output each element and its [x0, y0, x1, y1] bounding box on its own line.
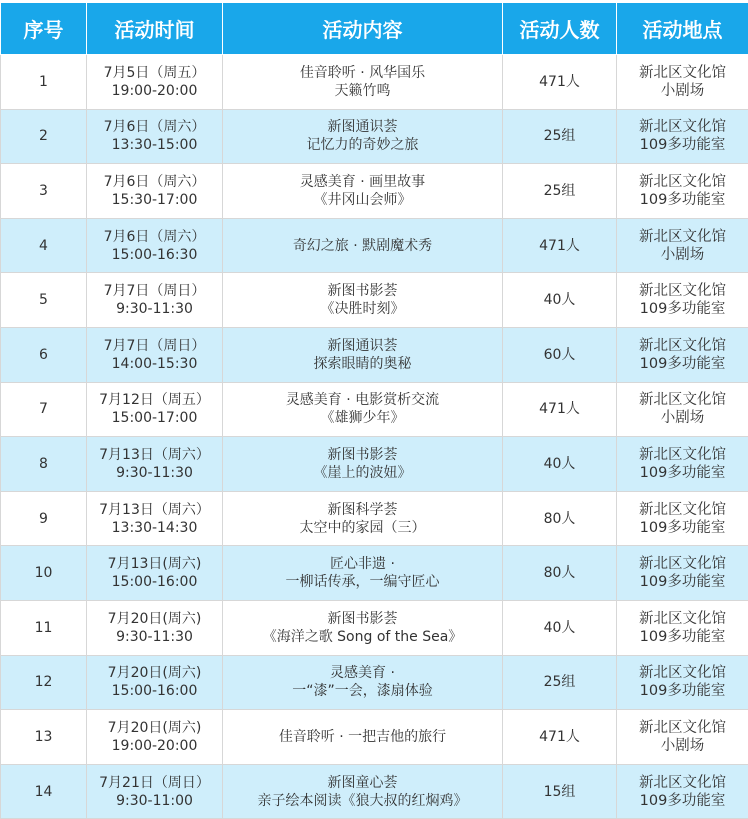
- cell-time: [87, 327, 223, 382]
- cell-place: [617, 164, 748, 219]
- cell-time: [87, 764, 223, 819]
- cell-place-line: 新北区文化馆: [619, 719, 746, 737]
- cell-index: 14: [1, 764, 87, 819]
- cell-time-line: 19:00-20:00: [89, 82, 220, 100]
- cell-content: [223, 600, 503, 655]
- cell-content-line: 奇幻之旅 · 默剧魔术秀: [225, 237, 500, 255]
- cell-content-line: 一“漆”一会，漆扇体验: [225, 682, 500, 700]
- cell-index: 2: [1, 109, 87, 164]
- cell-content-line: 新图通识荟: [225, 337, 500, 355]
- cell-content: [223, 437, 503, 492]
- cell-content: [223, 109, 503, 164]
- cell-content-line: 《海洋之歌 Song of the Sea》: [225, 628, 500, 646]
- cell-time: [87, 600, 223, 655]
- cell-date-line: 7月20日(周六): [89, 719, 220, 737]
- cell-content: [223, 218, 503, 273]
- cell-date-line: 7月5日（周五）: [89, 64, 220, 82]
- header-count: 活动人数: [503, 3, 617, 55]
- cell-content: [223, 764, 503, 819]
- cell-place: [617, 546, 748, 601]
- cell-date-line: 7月6日（周六）: [89, 118, 220, 136]
- cell-content-line: 新图书影荟: [225, 282, 500, 300]
- cell-date-line: 7月6日（周六）: [89, 173, 220, 191]
- cell-place-line: 新北区文化馆: [619, 555, 746, 573]
- table-row: [1, 546, 748, 601]
- cell-place: [617, 655, 748, 710]
- cell-place-line: 109多功能室: [619, 355, 746, 373]
- cell-content: [223, 655, 503, 710]
- table-row: [1, 655, 748, 710]
- cell-index: 13: [1, 710, 87, 765]
- cell-content-line: 《井冈山会师》: [225, 191, 500, 209]
- cell-time: [87, 218, 223, 273]
- cell-date-line: 7月7日（周日）: [89, 282, 220, 300]
- table-row: [1, 164, 748, 219]
- cell-count: 25组: [503, 164, 617, 219]
- cell-time: [87, 546, 223, 601]
- cell-time-line: 13:30-14:30: [89, 519, 220, 537]
- cell-place-line: 小剧场: [619, 409, 746, 427]
- cell-content-line: 记忆力的奇妙之旅: [225, 136, 500, 154]
- cell-time: [87, 164, 223, 219]
- cell-place-line: 新北区文化馆: [619, 118, 746, 136]
- table-row: [1, 218, 748, 273]
- cell-index: 6: [1, 327, 87, 382]
- cell-time: [87, 710, 223, 765]
- cell-content-line: 亲子绘本阅读《狼大叔的红焖鸡》: [225, 792, 500, 810]
- cell-place-line: 109多功能室: [619, 628, 746, 646]
- cell-place-line: 109多功能室: [619, 136, 746, 154]
- cell-time-line: 15:00-16:30: [89, 246, 220, 264]
- cell-index: 10: [1, 546, 87, 601]
- table-row: [1, 109, 748, 164]
- cell-place-line: 小剧场: [619, 246, 746, 264]
- cell-place-line: 新北区文化馆: [619, 664, 746, 682]
- header-index: 序号: [1, 3, 87, 55]
- header-content: 活动内容: [223, 3, 503, 55]
- table-header: [1, 3, 748, 55]
- cell-content-line: 新图书影荟: [225, 446, 500, 464]
- cell-index: 5: [1, 273, 87, 328]
- cell-content-line: 灵感美育 · 电影赏析交流: [225, 391, 500, 409]
- cell-place-line: 109多功能室: [619, 300, 746, 318]
- cell-index: 1: [1, 55, 87, 110]
- cell-time-line: 15:00-16:00: [89, 682, 220, 700]
- cell-count: 60人: [503, 327, 617, 382]
- cell-place: [617, 491, 748, 546]
- cell-place: [617, 109, 748, 164]
- header-place: 活动地点: [617, 3, 748, 55]
- cell-index: 8: [1, 437, 87, 492]
- cell-time-line: 15:00-17:00: [89, 409, 220, 427]
- cell-place-line: 新北区文化馆: [619, 610, 746, 628]
- cell-place-line: 新北区文化馆: [619, 337, 746, 355]
- cell-place-line: 新北区文化馆: [619, 774, 746, 792]
- table-row: [1, 382, 748, 437]
- cell-content: [223, 164, 503, 219]
- table-row: [1, 437, 748, 492]
- cell-content-line: 新图童心荟: [225, 774, 500, 792]
- cell-content-line: 探索眼睛的奥秘: [225, 355, 500, 373]
- cell-place-line: 109多功能室: [619, 792, 746, 810]
- cell-place: [617, 710, 748, 765]
- cell-content-line: 灵感美育 · 画里故事: [225, 173, 500, 191]
- table-row: [1, 55, 748, 110]
- table-row: [1, 491, 748, 546]
- cell-time: [87, 437, 223, 492]
- cell-index: 7: [1, 382, 87, 437]
- cell-time-line: 15:00-16:00: [89, 573, 220, 591]
- cell-time-line: 9:30-11:30: [89, 464, 220, 482]
- cell-place: [617, 218, 748, 273]
- cell-place: [617, 55, 748, 110]
- cell-date-line: 7月13日（周六）: [89, 501, 220, 519]
- cell-place: [617, 273, 748, 328]
- cell-date-line: 7月13日(周六): [89, 555, 220, 573]
- cell-count: 80人: [503, 491, 617, 546]
- cell-content: [223, 491, 503, 546]
- cell-place-line: 新北区文化馆: [619, 64, 746, 82]
- cell-index: 11: [1, 600, 87, 655]
- cell-content: [223, 382, 503, 437]
- cell-date-line: 7月6日（周六）: [89, 228, 220, 246]
- cell-place-line: 小剧场: [619, 82, 746, 100]
- cell-time-line: 15:30-17:00: [89, 191, 220, 209]
- cell-content-line: 新图通识荟: [225, 118, 500, 136]
- cell-count: 471人: [503, 382, 617, 437]
- cell-index: 12: [1, 655, 87, 710]
- cell-place-line: 109多功能室: [619, 191, 746, 209]
- cell-place-line: 109多功能室: [619, 573, 746, 591]
- cell-date-line: 7月13日（周六）: [89, 446, 220, 464]
- cell-place-line: 新北区文化馆: [619, 282, 746, 300]
- cell-count: 25组: [503, 655, 617, 710]
- cell-place-line: 新北区文化馆: [619, 501, 746, 519]
- cell-count: 40人: [503, 273, 617, 328]
- cell-content-line: 《崖上的波妞》: [225, 464, 500, 482]
- cell-content-line: 天籁竹鸣: [225, 82, 500, 100]
- cell-place-line: 109多功能室: [619, 682, 746, 700]
- cell-time-line: 9:30-11:30: [89, 300, 220, 318]
- cell-content: [223, 710, 503, 765]
- cell-time: [87, 491, 223, 546]
- cell-content: [223, 327, 503, 382]
- cell-content: [223, 55, 503, 110]
- header-row: [1, 3, 748, 55]
- header-time: 活动时间: [87, 3, 223, 55]
- cell-count: 471人: [503, 218, 617, 273]
- cell-date-line: 7月7日（周日）: [89, 337, 220, 355]
- cell-count: 471人: [503, 710, 617, 765]
- cell-content-line: 灵感美育 ·: [225, 664, 500, 682]
- cell-count: 40人: [503, 437, 617, 492]
- cell-content-line: 《雄狮少年》: [225, 409, 500, 427]
- cell-date-line: 7月20日(周六): [89, 610, 220, 628]
- cell-place-line: 小剧场: [619, 737, 746, 755]
- cell-content-line: 佳音聆听 · 风华国乐: [225, 64, 500, 82]
- cell-time-line: 14:00-15:30: [89, 355, 220, 373]
- cell-index: 9: [1, 491, 87, 546]
- cell-time: [87, 55, 223, 110]
- table-row: [1, 273, 748, 328]
- cell-place-line: 109多功能室: [619, 464, 746, 482]
- cell-place-line: 新北区文化馆: [619, 228, 746, 246]
- cell-content-line: 新图科学荟: [225, 501, 500, 519]
- cell-place: [617, 764, 748, 819]
- table-row: [1, 600, 748, 655]
- cell-time: [87, 273, 223, 328]
- cell-place-line: 新北区文化馆: [619, 446, 746, 464]
- activity-schedule-table: [0, 2, 748, 819]
- cell-time-line: 9:30-11:00: [89, 792, 220, 810]
- cell-place: [617, 382, 748, 437]
- cell-date-line: 7月20日(周六): [89, 664, 220, 682]
- cell-place: [617, 437, 748, 492]
- cell-count: 80人: [503, 546, 617, 601]
- cell-content-line: 《决胜时刻》: [225, 300, 500, 318]
- cell-count: 25组: [503, 109, 617, 164]
- cell-count: 15组: [503, 764, 617, 819]
- cell-count: 471人: [503, 55, 617, 110]
- cell-place-line: 新北区文化馆: [619, 173, 746, 191]
- cell-time-line: 13:30-15:00: [89, 136, 220, 154]
- cell-content-line: 新图书影荟: [225, 610, 500, 628]
- cell-time: [87, 382, 223, 437]
- cell-content: [223, 546, 503, 601]
- cell-time-line: 9:30-11:30: [89, 628, 220, 646]
- cell-date-line: 7月21日（周日）: [89, 774, 220, 792]
- cell-index: 4: [1, 218, 87, 273]
- cell-count: 40人: [503, 600, 617, 655]
- table-row: [1, 764, 748, 819]
- table-row: [1, 327, 748, 382]
- cell-time-line: 19:00-20:00: [89, 737, 220, 755]
- table-body: [1, 55, 748, 819]
- cell-place-line: 新北区文化馆: [619, 391, 746, 409]
- cell-content-line: 太空中的家园（三）: [225, 519, 500, 537]
- cell-content-line: 一柳话传承，一编守匠心: [225, 573, 500, 591]
- cell-place-line: 109多功能室: [619, 519, 746, 537]
- cell-content: [223, 273, 503, 328]
- cell-time: [87, 655, 223, 710]
- cell-content-line: 匠心非遗 ·: [225, 555, 500, 573]
- cell-place: [617, 327, 748, 382]
- cell-index: 3: [1, 164, 87, 219]
- cell-content-line: 佳音聆听 · 一把吉他的旅行: [225, 728, 500, 746]
- cell-place: [617, 600, 748, 655]
- cell-time: [87, 109, 223, 164]
- cell-date-line: 7月12日（周五）: [89, 391, 220, 409]
- table-row: [1, 710, 748, 765]
